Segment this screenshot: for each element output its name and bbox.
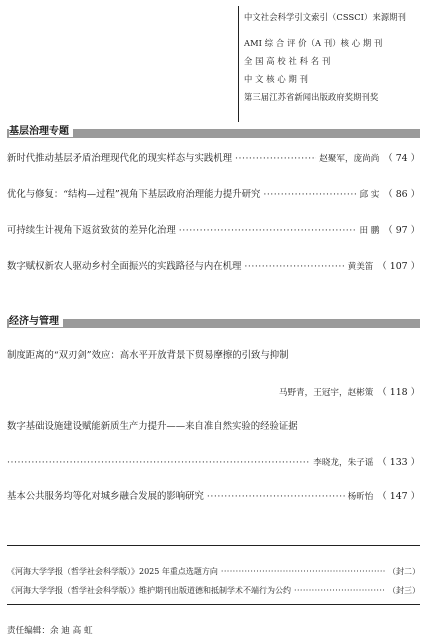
leader-dots	[221, 566, 385, 578]
article-authors: 田 鹏	[359, 226, 380, 236]
notice-page: （封三）	[388, 586, 420, 595]
leader-dots	[294, 585, 385, 597]
index-line-national: 全 国 高 校 社 科 名 刊	[244, 56, 331, 66]
index-line-core: 中 文 核 心 期 刊	[244, 74, 309, 84]
leader-dots	[244, 260, 344, 273]
section-bar	[7, 319, 420, 328]
toc-entry[interactable]	[7, 260, 420, 274]
article-page: （ 97 ）	[383, 225, 420, 236]
article-title: 新时代推动基层矛盾治理现代化的现实样态与实践机理	[7, 153, 233, 164]
toc-entry[interactable]	[7, 188, 420, 202]
article-title: 基本公共服务均等化对城乡融合发展的影响研究	[7, 491, 204, 502]
article-page: （ 133 ）	[377, 457, 420, 468]
index-line-ami: AMI 综 合 评 价（A 刊）核 心 期 刊	[244, 38, 383, 48]
index-line-award: 第三届江苏省新闻出版政府奖期刊奖	[244, 92, 379, 102]
notice-title: 《河海大学学报（哲学社会科学版）》维护期刊出版道德和抵制学术不端行为公约	[7, 586, 291, 595]
article-page: （ 86 ）	[383, 189, 420, 200]
article-title[interactable]: 数字基础设施建设赋能新质生产力提升——来自准自然实验的经验证据	[7, 421, 298, 432]
responsible-editor: 责任编辑：余 迪 高 虹	[7, 626, 93, 636]
toc-entry-byline	[7, 456, 420, 470]
article-authors: 黄美笛	[347, 262, 374, 272]
toc-entry-byline	[7, 386, 420, 400]
toc-entry[interactable]	[7, 152, 420, 166]
notice-entry[interactable]	[7, 585, 420, 597]
index-line-cssci: 中文社会科学引文索引（CSSCI）来源期刊	[244, 12, 407, 22]
article-title: 数字赋权新农人驱动乡村全面振兴的实践路径与内在机理	[7, 261, 242, 272]
leader-dots	[7, 456, 310, 469]
notice-title: 《河海大学学报（哲学社会科学版）》2025 年重点选题方向	[7, 567, 218, 576]
section-title: 基层治理专题	[9, 122, 73, 137]
toc-entry[interactable]	[7, 224, 420, 238]
toc-entry[interactable]	[7, 490, 420, 504]
notice-page: （封二）	[388, 567, 420, 576]
article-page: （ 118 ）	[377, 387, 420, 398]
article-page: （ 147 ）	[377, 491, 420, 502]
article-authors: 杨昕怡	[347, 492, 374, 502]
leader-dots	[235, 152, 316, 165]
article-authors: 邱 实	[359, 190, 380, 200]
divider	[7, 545, 420, 546]
section-title: 经济与管理	[9, 312, 63, 327]
notice-entry[interactable]	[7, 566, 420, 578]
leader-dots	[207, 490, 345, 503]
divider	[7, 604, 420, 605]
article-title: 优化与修复：“结构—过程”视角下基层政府治理能力提升研究	[7, 189, 261, 200]
article-page: （ 107 ）	[377, 261, 420, 272]
article-page: （ 74 ）	[383, 153, 420, 164]
leader-dots	[263, 188, 356, 201]
leader-dots	[179, 224, 357, 237]
article-authors: 赵聚军，庞尚尚	[319, 154, 380, 164]
article-title[interactable]: 制度距离的“双刃剑”效应：高水平开放背景下贸易摩擦的引致与抑制	[7, 350, 289, 361]
article-authors: 李晓龙，朱子谣	[313, 458, 374, 468]
article-title: 可持续生计视角下返贫致贫的差异化治理	[7, 225, 176, 236]
header-vertical-rule	[238, 6, 239, 122]
article-authors: 马野青，王冠宇，赵彬策	[278, 388, 374, 398]
